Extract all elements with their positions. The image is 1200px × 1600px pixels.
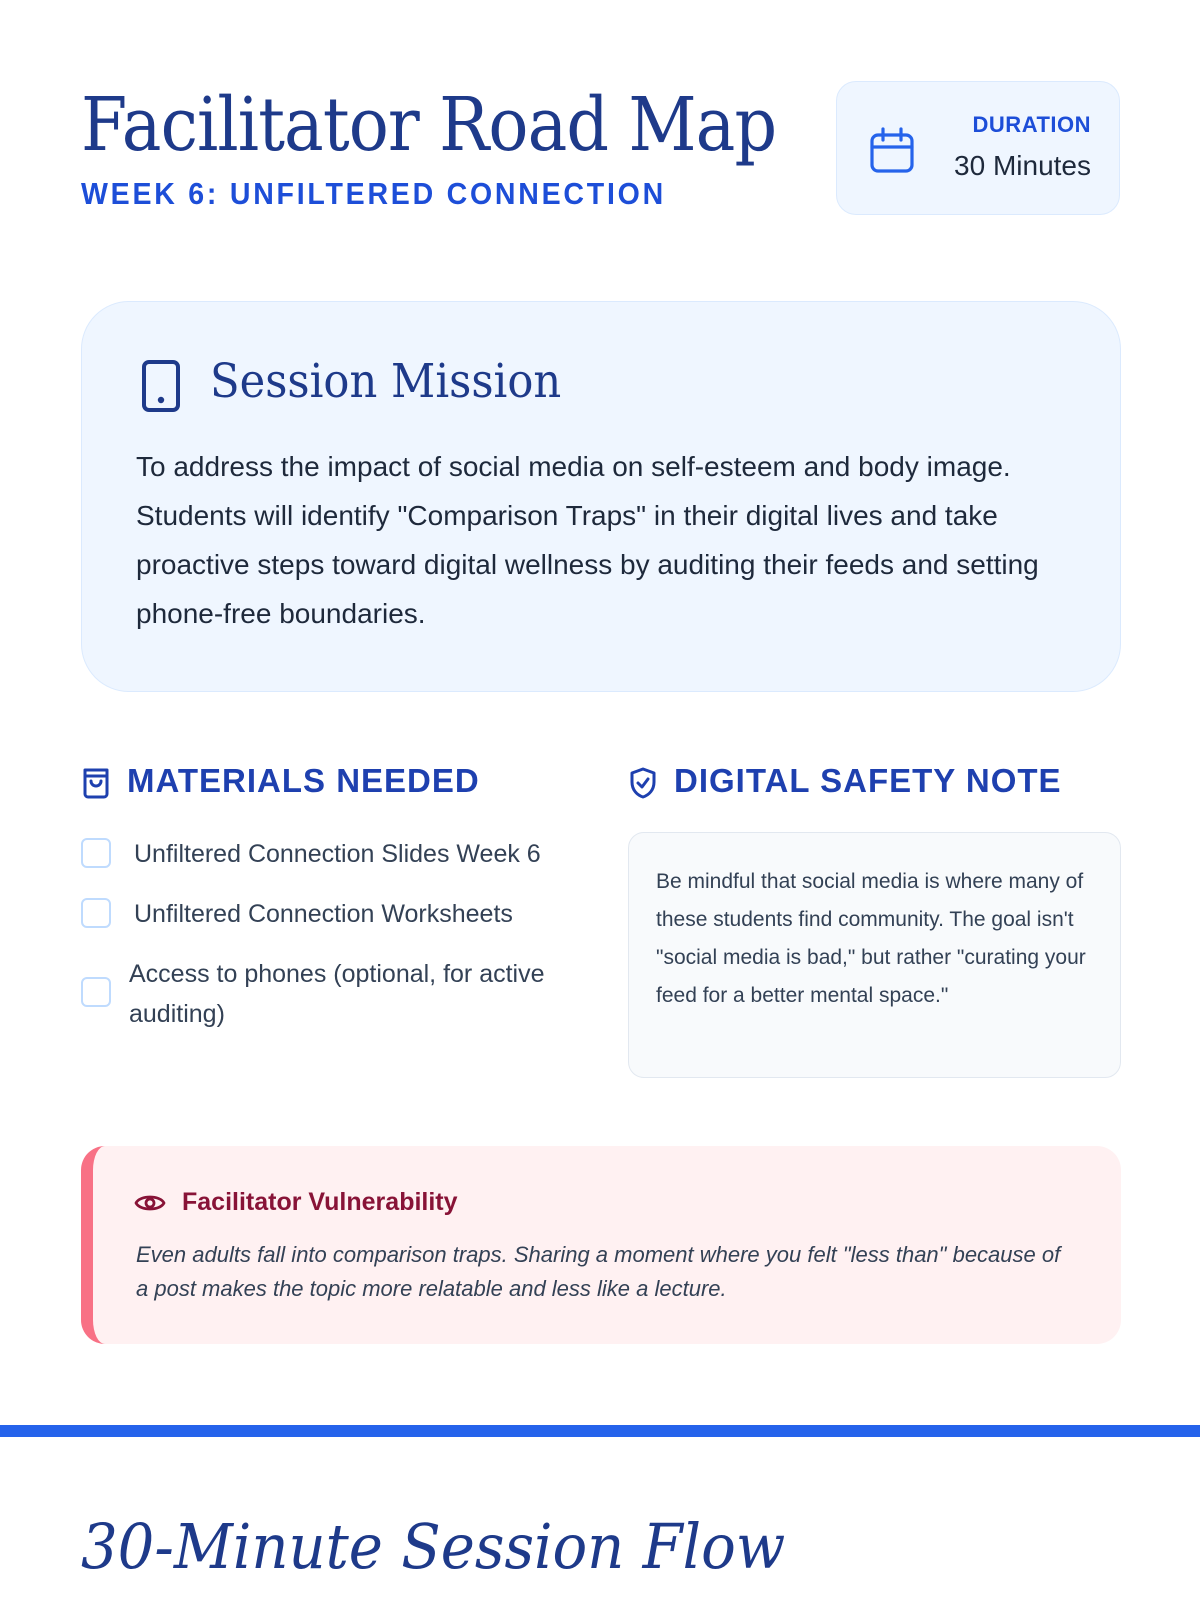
safety-text: Be mindful that social media is where many of these students find community. The goal isn't "social media is bad," but rather "curating your feed for a better mental space." xyxy=(656,870,1086,1007)
mission-title: Session Mission xyxy=(210,354,562,409)
section-divider xyxy=(0,1425,1200,1437)
shopping-bag-icon xyxy=(81,766,111,800)
materials-title: MATERIALS NEEDED xyxy=(127,762,480,799)
material-label: Unfiltered Connection Worksheets xyxy=(134,900,513,928)
material-checkbox[interactable] xyxy=(81,898,111,928)
session-flow-title: 30-Minute Session Flow xyxy=(81,1510,786,1583)
material-label: Access to phones (optional, for active auditing) xyxy=(129,960,545,1028)
safety-title: DIGITAL SAFETY NOTE xyxy=(674,762,1062,799)
page-subtitle: WEEK 6: UNFILTERED CONNECTION xyxy=(81,176,666,211)
vulnerability-title: Facilitator Vulnerability xyxy=(182,1188,458,1216)
duration-value: 30 Minutes xyxy=(954,150,1091,181)
vulnerability-text: Even adults fall into comparison traps. Sharing a moment where you felt "less than" because of a post makes the topic more relatable and less like a lecture. xyxy=(136,1242,1061,1301)
material-checkbox[interactable] xyxy=(81,977,111,1007)
phone-icon xyxy=(140,358,184,414)
duration-card xyxy=(836,81,1120,215)
duration-label: DURATION xyxy=(972,112,1091,137)
material-checkbox[interactable] xyxy=(81,838,111,868)
safety-note-card xyxy=(628,832,1121,1078)
calendar-icon xyxy=(867,126,917,176)
page-title: Facilitator Road Map xyxy=(81,82,777,168)
shield-check-icon xyxy=(628,766,658,800)
mission-text: To address the impact of social media on self-esteem and body image. Students will identify "Comparison Traps" in their digital lives and take proactive steps toward digital wellness by auditing their feeds and setting phone-free boundaries. xyxy=(136,451,1039,629)
session-mission-card xyxy=(81,301,1121,692)
material-label: Unfiltered Connection Slides Week 6 xyxy=(134,840,541,868)
eye-icon xyxy=(134,1191,166,1215)
facilitator-vulnerability-callout xyxy=(81,1146,1121,1344)
